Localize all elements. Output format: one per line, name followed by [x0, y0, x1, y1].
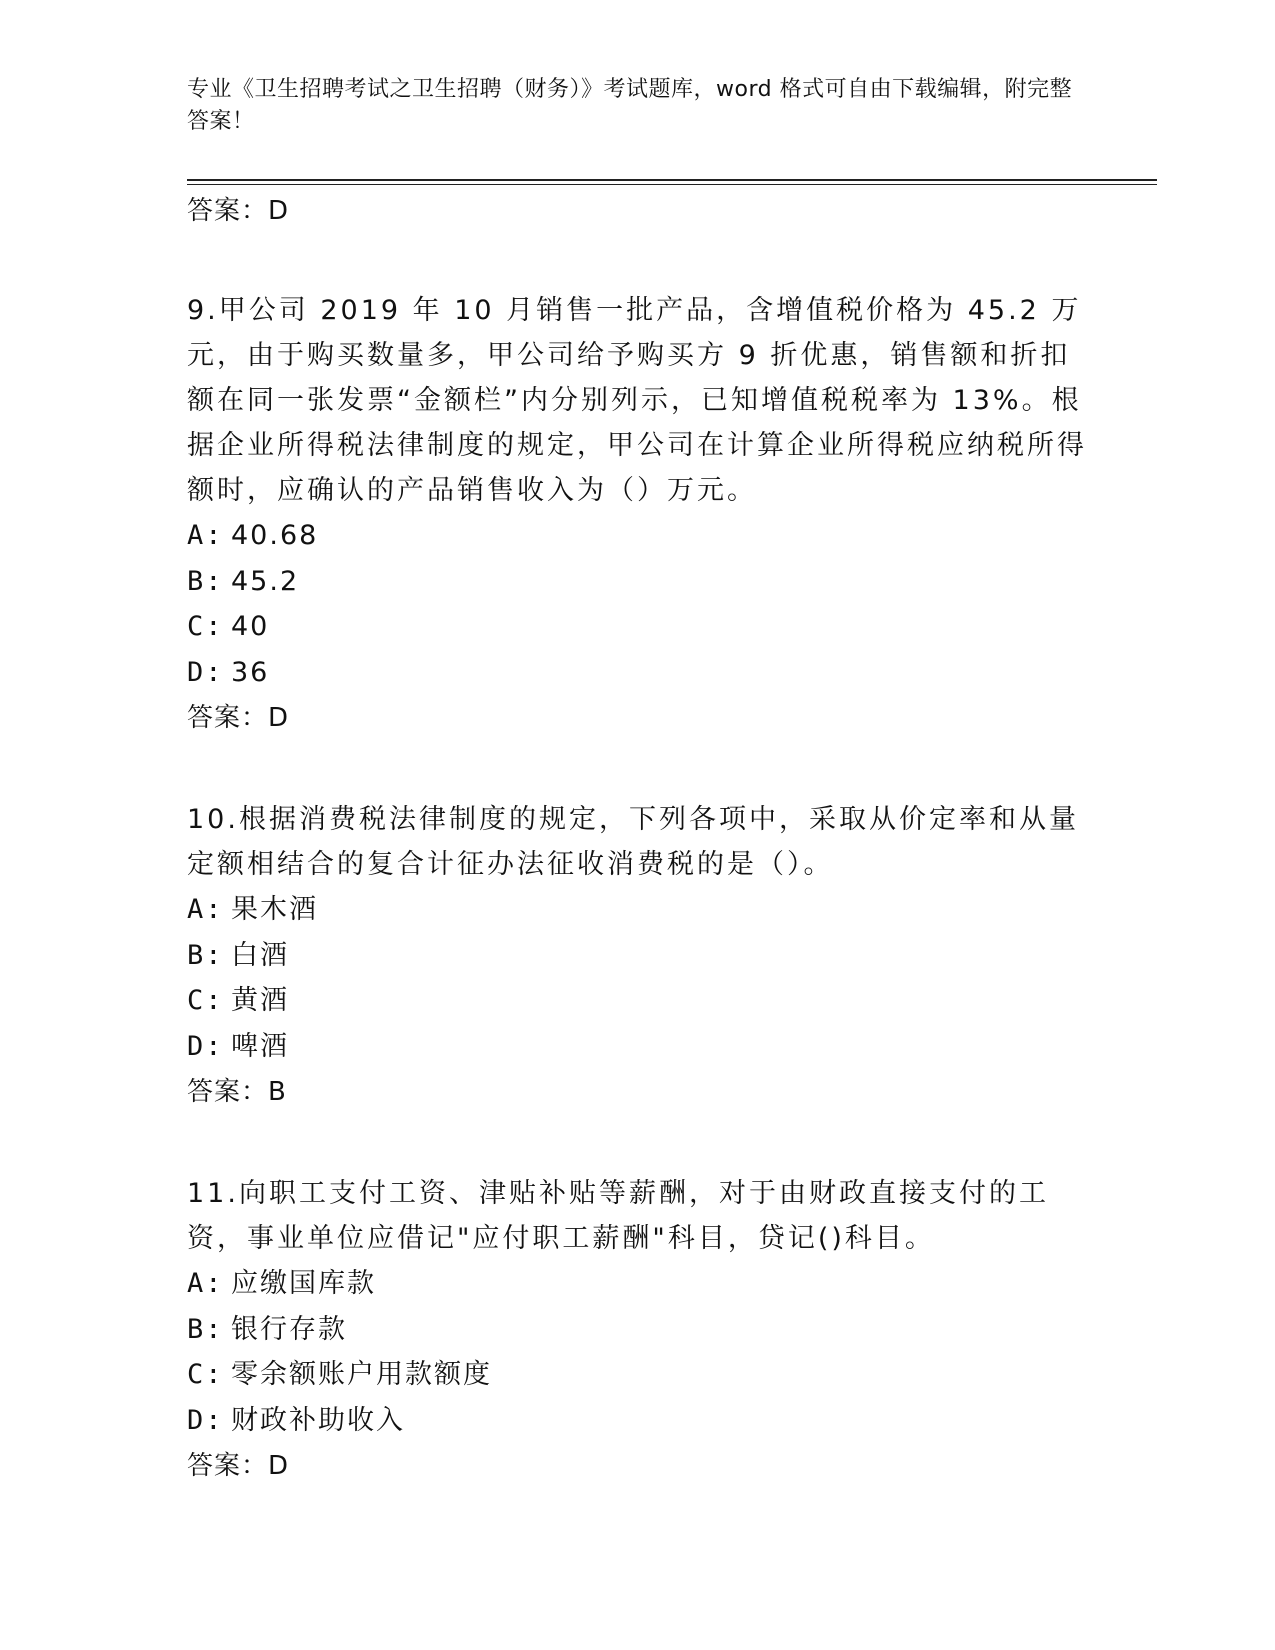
question-list [187, 188, 1087, 1489]
option-value: 应缴国库款 [231, 1268, 376, 1299]
option-value: 白酒 [231, 939, 289, 971]
option-d [187, 650, 1087, 696]
option-a [187, 1261, 1087, 1307]
header-rule-thin [187, 184, 1157, 185]
option-key: B: [187, 1313, 224, 1345]
option-key: A: [187, 1268, 224, 1299]
question-text: 9.甲公司 2019 年 10 月销售一批产品，含增值税价格为 45.2 万元，由于购买数量多，甲公司给予购买方 9 折优惠，销售额和折扣额在同一张发票“金额栏”内分别列示，已知增值税税率为 13%。根据企业所得税法律制度的规定，甲公司在计算企业所得税应纳税所得额时，应确认的产品销售收入为（）万元。 [187, 295, 1087, 506]
option-value: 36 [231, 656, 270, 688]
option-key: C: [187, 1359, 224, 1390]
option-key: A: [187, 520, 224, 551]
answer-line: 答案：D [187, 703, 290, 733]
option-value: 银行存款 [231, 1313, 347, 1345]
option-value: 啤酒 [231, 1030, 289, 1062]
answer-line: 答案：D [187, 196, 290, 226]
option-c [187, 1352, 1087, 1398]
option-value: 40 [231, 611, 270, 642]
answer-line: 答案：B [187, 1077, 287, 1107]
question-text: 10.根据消费税法律制度的规定，下列各项中，采取从价定率和从量定额相结合的复合计征办法征收消费税的是（）。 [187, 804, 1079, 880]
option-c [187, 978, 1087, 1024]
option-key: D: [187, 656, 224, 688]
option-d [187, 1398, 1087, 1444]
option-value: 果木酒 [231, 894, 318, 925]
option-key: C: [187, 985, 224, 1016]
option-value: 40.68 [231, 520, 319, 551]
option-value: 黄酒 [231, 985, 289, 1016]
option-a [187, 887, 1087, 933]
option-key: B: [187, 565, 224, 597]
option-value: 财政补助收入 [231, 1404, 405, 1436]
option-b [187, 559, 1087, 605]
header-rule-thick [187, 179, 1157, 181]
option-key: D: [187, 1404, 224, 1436]
option-b [187, 1307, 1087, 1353]
option-b [187, 933, 1087, 979]
option-c [187, 604, 1087, 650]
answer-line: 答案：D [187, 1451, 290, 1481]
option-key: C: [187, 611, 224, 642]
question-item [187, 1171, 1087, 1489]
option-key: A: [187, 894, 224, 925]
option-value: 零余额账户用款额度 [231, 1359, 492, 1390]
option-d [187, 1024, 1087, 1070]
question-item [187, 288, 1087, 741]
question-item [187, 797, 1087, 1115]
option-a [187, 513, 1087, 559]
question-text: 11.向职工支付工资、津贴补贴等薪酬，对于由财政直接支付的工资，事业单位应借记"应付职工薪酬"科目，贷记()科目。 [187, 1178, 1049, 1254]
option-key: D: [187, 1030, 224, 1062]
option-key: B: [187, 939, 224, 971]
page-header: 专业《卫生招聘考试之卫生招聘（财务）》考试题库，word 格式可自由下载编辑，附完整答案！ [187, 77, 1073, 134]
option-value: 45.2 [231, 565, 300, 597]
